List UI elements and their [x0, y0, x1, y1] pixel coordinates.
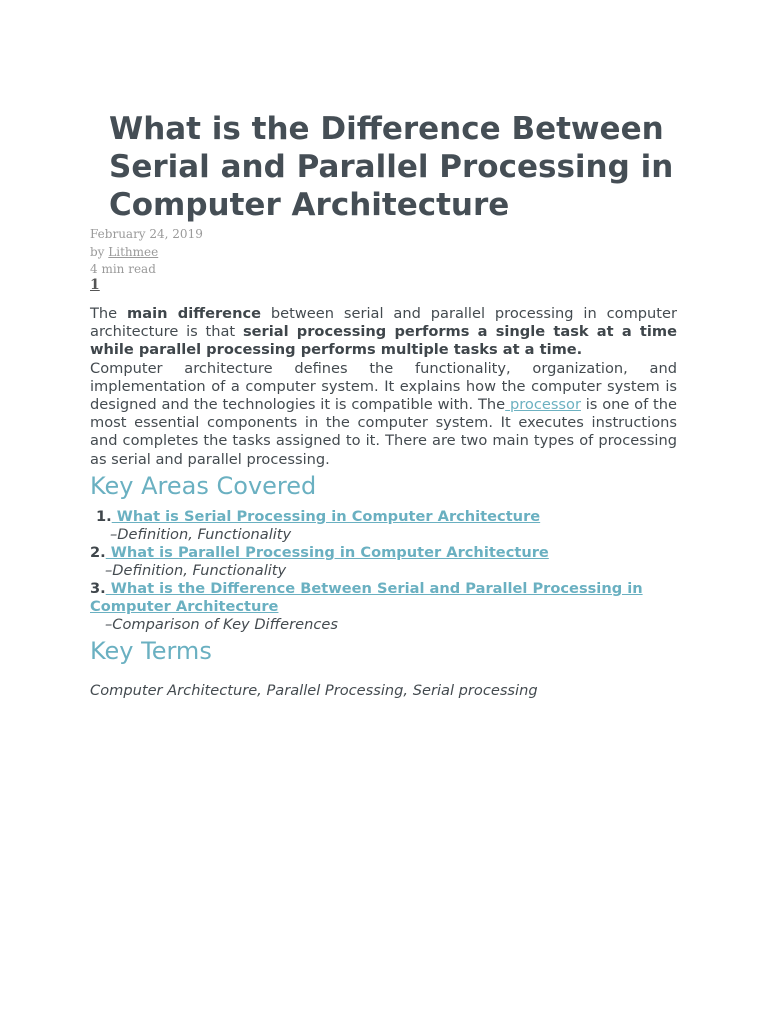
toc-sub: –Definition, Functionality	[110, 525, 292, 543]
toc-link-parallel[interactable]: What is Parallel Processing in Computer Architecture	[105, 543, 549, 561]
key-areas-list	[90, 508, 677, 634]
intro-text: Computer architecture defines the functionality, organization, and implementation of a computer system. It explains how the computer system is designed and the technologies it is compatible with. The	[90, 359, 677, 414]
comment-count-link[interactable]: 1	[90, 277, 100, 293]
read-time: 4 min read	[90, 262, 156, 276]
intro-text: The	[90, 305, 128, 322]
intro-text: between serial and parallel processing in computer architecture is that	[90, 305, 677, 341]
byline	[90, 244, 203, 262]
toc-link-serial[interactable]: What is Serial Processing in Computer Architecture	[111, 507, 541, 525]
publish-date: February 24, 2019	[90, 227, 203, 241]
intro-text: is one of the most essential components in the computer system. It executes instructions and completes the tasks assigned to it. There are two main types of processing as serial and parallel processing.	[90, 396, 677, 468]
list-item	[90, 508, 677, 526]
list-number: 1.	[96, 507, 112, 525]
list-number: 2.	[90, 543, 106, 561]
article-meta	[90, 226, 203, 279]
intro-paragraph-2	[90, 360, 677, 469]
byline-prefix: by	[90, 244, 109, 259]
key-terms-text: Computer Architecture, Parallel Processing, Serial processing	[90, 681, 538, 699]
article-title: What is the Difference Between Serial and Parallel Processing in Computer Architecture	[109, 111, 674, 223]
author-link[interactable]: Lithmee	[108, 244, 159, 259]
processor-link[interactable]: processor	[505, 396, 581, 414]
list-item-sub	[90, 562, 677, 580]
list-item-sub	[90, 616, 677, 634]
article-body	[90, 305, 677, 700]
toc-link-difference[interactable]: What is the Difference Between Serial and Parallel Processing in Computer Architecture	[90, 579, 643, 615]
list-number: 3.	[90, 579, 106, 597]
list-item	[90, 580, 677, 616]
toc-sub: –Comparison of Key Differences	[105, 615, 338, 633]
intro-bold-summary: serial processing performs a single task at a time while parallel processing performs multiple tasks at a time.	[90, 323, 677, 359]
intro-paragraph-1	[90, 305, 677, 360]
list-item	[90, 544, 677, 562]
toc-sub: –Definition, Functionality	[105, 561, 287, 579]
key-terms-heading: Key Terms	[90, 636, 212, 665]
intro-bold-main-difference: main difference	[127, 305, 262, 322]
key-areas-heading: Key Areas Covered	[90, 471, 317, 500]
list-item-sub	[90, 526, 677, 544]
